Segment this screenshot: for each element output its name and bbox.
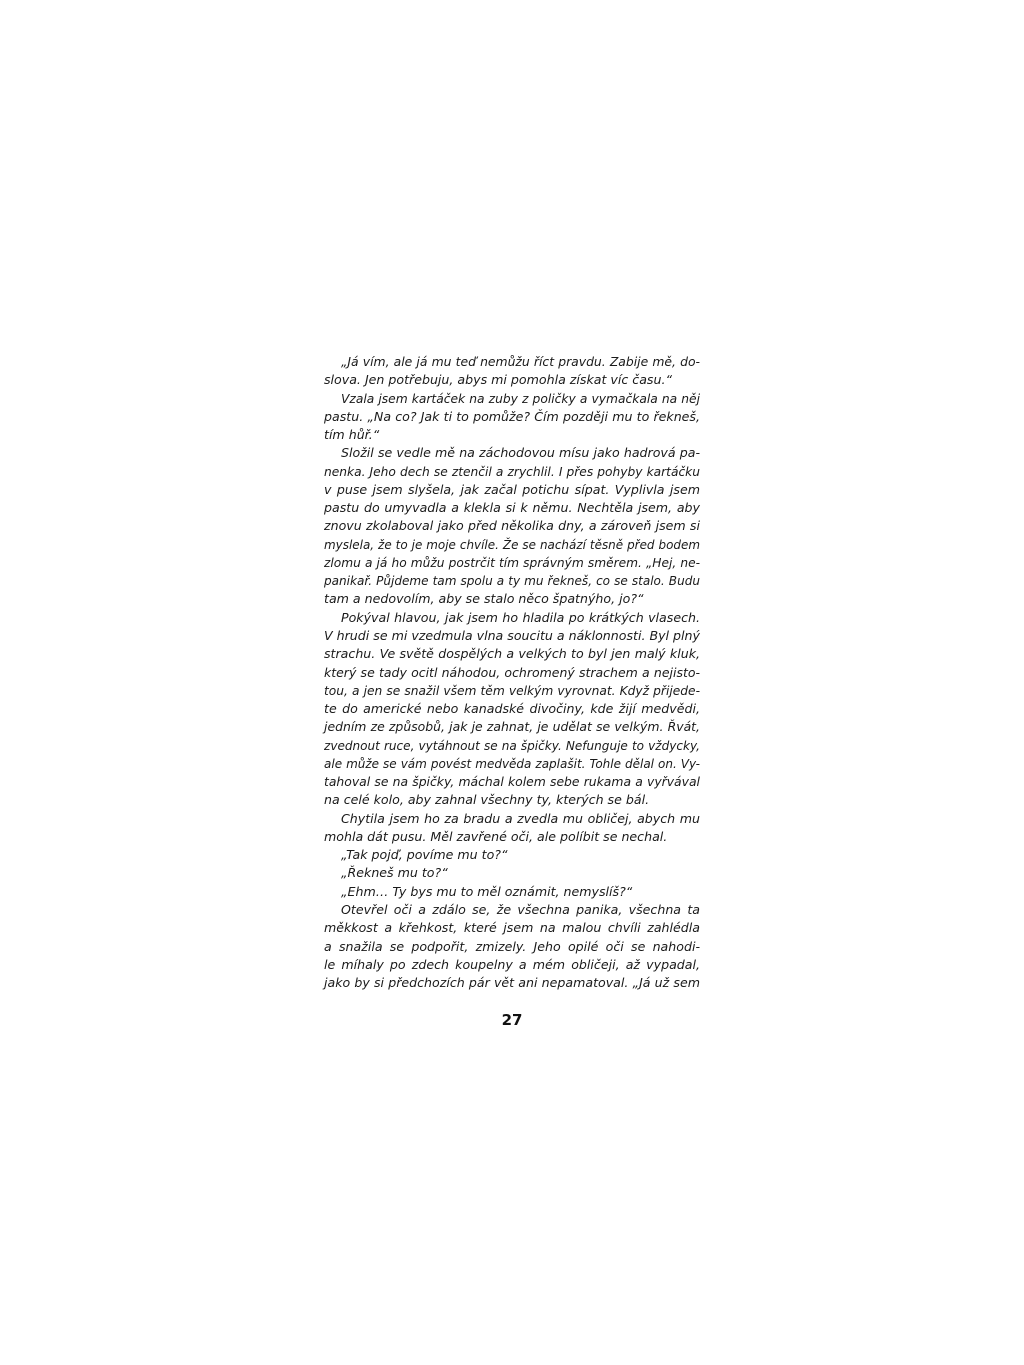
text-line: měkkost a křehkost, které jsem na malou chvíli zahlédla — [324, 920, 700, 936]
text-line: v puse jsem slyšela, jak začal potichu sípat. Vyplivla jsem — [324, 481, 700, 497]
text-line: tahoval se na špičky, máchal kolem sebe rukama a vyřvával — [324, 774, 700, 790]
text-line: myslela, že to je moje chvíle. Že se nachází těsně před bodem — [324, 537, 700, 552]
text-line: Složil se vedle mě na záchodovou mísu jako hadrová pa- — [341, 445, 700, 461]
text-line: strachu. Ve světě dospělých a velkých to byl jen malý kluk, — [324, 646, 700, 662]
text-line: le míhaly po zdech koupelny a mém obličeji, až vypadal, — [324, 956, 700, 972]
text-line: te do americké nebo kanadské divočiny, kde žijí medvědi, — [324, 701, 700, 717]
body-text — [324, 353, 700, 992]
text-line: Vzala jsem kartáček na zuby z poličky a vymačkala na něj — [341, 391, 700, 406]
text-line: Pokýval hlavou, jak jsem ho hladila po krátkých vlasech. — [341, 609, 700, 625]
text-line: znovu zkolaboval jako před několika dny, a zároveň jsem si — [324, 518, 700, 534]
text-line: nenka. Jeho dech se ztenčil a zrychlil. I přes pohyby kartáčku — [324, 464, 700, 479]
text-line: jedním ze způsobů, jak je zahnat, je udělat se velkým. Řvát, — [324, 719, 700, 735]
text-line: a snažila se podpořit, zmizely. Jeho opilé oči se nahodi- — [324, 938, 700, 954]
text-line: tím hůř.“ — [324, 427, 380, 443]
page-number: 27 — [501, 1011, 523, 1029]
text-line: panikař. Půjdeme tam spolu a ty mu řekneš, co se stalo. Budu — [324, 574, 700, 589]
text-line: ale může se vám povést medvěda zaplašit. Tohle dělal on. Vy- — [324, 756, 700, 771]
text-line: který se tady ocitl náhodou, ochromený strachem a nejisto- — [324, 664, 700, 680]
text-line: zvednout ruce, vytáhnout se na špičky. Nefunguje to vždycky, — [324, 738, 700, 753]
text-line: pastu. „Na co? Jak ti to pomůže? Čím později mu to řekneš, — [324, 408, 700, 424]
text-line: mohla dát pusu. Měl zavřené oči, ale políbit se nechal. — [324, 828, 668, 844]
text-line: „Já vím, ale já mu teď nemůžu říct pravdu. Zabije mě, do- — [341, 354, 700, 369]
text-line: tou, a jen se snažil všem těm velkým vyrovnat. Když přijede- — [324, 683, 700, 698]
text-line: tam a nedovolím, aby se stalo něco špatnýho, jo?“ — [324, 591, 644, 607]
text-line: V hrudi se mi vzedmula vlna soucitu a náklonnosti. Byl plný — [324, 627, 700, 643]
text-line: „Řekneš mu to?“ — [341, 865, 448, 881]
text-line: Chytila jsem ho za bradu a zvedla mu obličej, abych mu — [341, 810, 700, 826]
text-line: jako by si předchozích pár vět ani nepamatoval. „Já už sem — [324, 975, 700, 991]
text-line: zlomu a já ho můžu postrčit tím správným směrem. „Hej, ne- — [324, 555, 700, 570]
text-line: „Ehm… Ty bys mu to měl oznámit, nemyslíš?“ — [341, 883, 633, 899]
text-line: na celé kolo, aby zahnal všechny ty, kterých se bál. — [324, 792, 650, 808]
text-line: pastu do umyvadla a klekla si k němu. Nechtěla jsem, aby — [324, 500, 700, 516]
text-line: slova. Jen potřebuju, abys mi pomohla získat víc času.“ — [324, 372, 673, 388]
text-line: Otevřel oči a zdálo se, že všechna panika, všechna ta — [341, 901, 700, 917]
text-line: „Tak pojď, povíme mu to?“ — [341, 847, 508, 863]
